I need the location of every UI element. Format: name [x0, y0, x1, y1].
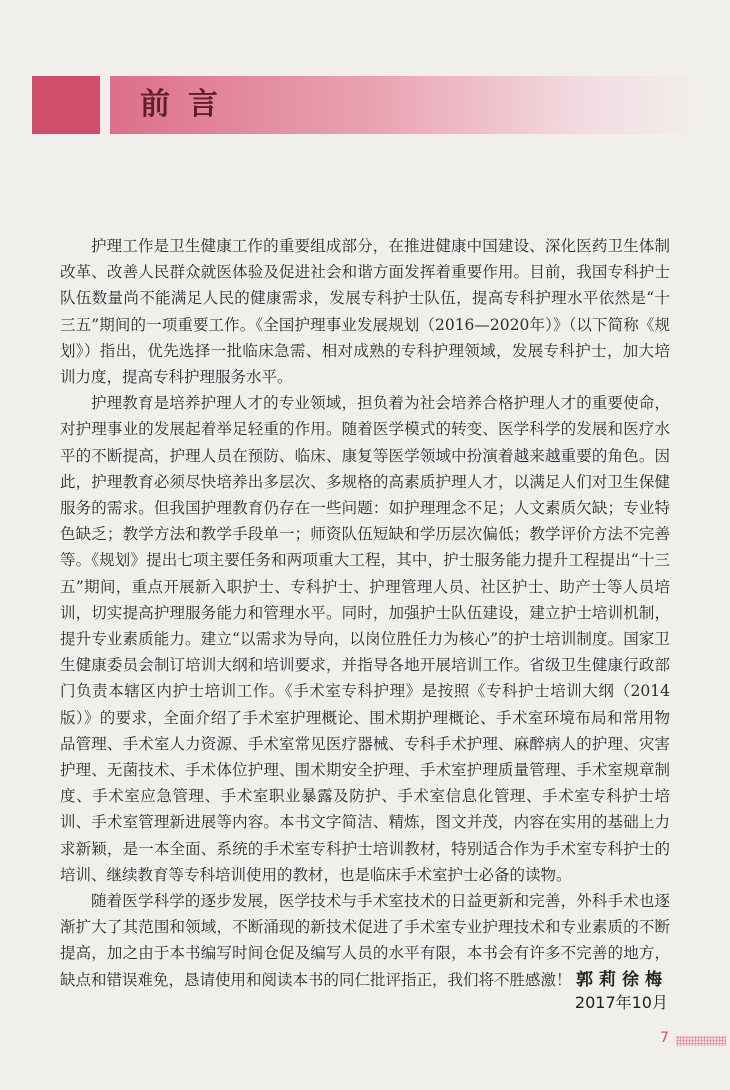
- paragraph: 护理工作是卫生健康工作的重要组成部分，在推进健康中国建设、深化医药卫生体制改革、改善人民群众就医体验及促进社会和谐方面发挥着重要作用。目前，我国专科护士队伍数量尚不能满足人民的健康需求，发展专科护士队伍，提高专科护理水平依然是“十三五”期间的一项重要工作。《全国护理事业发展规划（2016—2020年）》（以下简称《规划》）指出，优先选择一批临床急需、相对成熟的专科护理领域，发展专科护士，加大培训力度，提高专科护理服务水平。: [60, 237, 670, 387]
- page-title: 前言: [140, 87, 236, 122]
- header-accent-block: [32, 76, 100, 134]
- paragraph: 随着医学科学的逐步发展，医学技术与手术室技术的日益更新和完善，外科手术也逐渐扩大了其范围和领域，不断涌现的新技术促进了手术室专业护理技术和专业素质的不断提高，加之由于本书编写时间仓促及编写人员的水平有限，本书会有许多不完善的地方，缺点和错误难免，恳请使用和阅读本书的同仁批评指正，我们将不胜感激！: [60, 892, 670, 989]
- decorative-dot-pattern: [676, 1036, 726, 1046]
- preface-body: [60, 233, 670, 993]
- paragraph: 护理教育是培养护理人才的专业领域，担负着为社会培养合格护理人才的重要使命，对护理事业的发展起着举足轻重的作用。随着医学模式的转变、医学科学的发展和医疗水平的不断提高，护理人员在预防、临床、康复等医学领域中扮演着越来越重要的角色。因此，护理教育必须尽快培养出多层次、多规格的高素质护理人才，以满足人们对卫生保健服务的需求。但我国护理教育仍存在一些问题：如护理理念不足；人文素质欠缺；专业特色缺乏；教学方法和教学手段单一；师资队伍短缺和学历层次偏低；教学评价方法不完善等。《规划》提出七项主要任务和两项重大工程，其中，护士服务能力提升工程提出“十三五”期间，重点开展新入职护士、专科护士、护理管理人员、社区护士、助产士等人员培训，切实提高护理服务能力和管理水平。同时，加强护士队伍建设，建立护士培训机制，提升专业素质能力。建立“以需求为导向，以岗位胜任力为核心”的护士培训制度。国家卫生健康委员会制订培训大纲和培训要求，并指导各地开展培训工作。省级卫生健康行政部门负责本辖区内护士培训工作。《手术室专科护理》是按照《专科护士培训大纲（2014版）》的要求，全面介绍了手术室护理概论、围术期护理概论、手术室环境布局和常用物品管理、手术室人力资源、手术室常见医疗器械、专科手术护理、麻醉病人的护理、灾害护理、无菌技术、手术体位护理、围术期安全护理、手术室护理质量管理、手术室规章制度、手术室应急管理、手术室职业暴露及防护、手术室信息化管理、手术室专科护士培训、手术室管理新进展等内容。本书文字简洁、精炼，图文并茂，内容在实用的基础上力求新颖，是一本全面、系统的手术室专科护士培训教材，特别适合作为手术室专科护士的培训、继续教育等专科培训使用的教材，也是临床手术室护士必备的读物。: [60, 394, 670, 884]
- signature-date: 2017年10月: [574, 993, 668, 1012]
- author-names: 郭莉徐梅: [576, 970, 668, 990]
- page-number: 7: [660, 1030, 669, 1046]
